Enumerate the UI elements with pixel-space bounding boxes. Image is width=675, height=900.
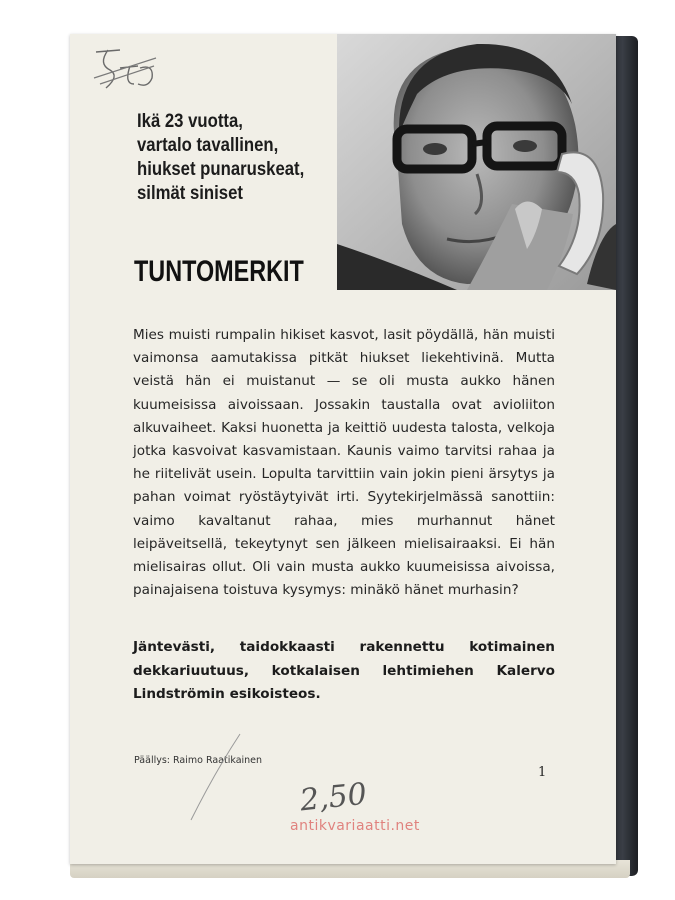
crossed-price-scribble [90, 44, 160, 94]
blurb-paragraph: Mies muisti rumpalin hikiset kasvot, lasit pöydällä, hän muisti vaimonsa aamutakissa pitkät hiukset liekehtivinä. Mutta veistä hän ei muistanut — se oli musta aukko hänen kuumeisissa aivoissaan. Jossakin taustalla ovat avioliiton alkuvaiheet. Kaksi huonetta ja keittiö uudesta talosta, velkoja jotka kasvoivat kasvamistaan. Kaunis vaimo tarvitsi rahaa ja he riitelivät usein. Lopulta tarvittiin vain jokin pieni ärsytys ja pahan voimat ryöstäytyivät irti. Syytekirjelmässä sanottiin: vaimo kavaltanut rahaa, mies murhannut hänet leipäveitsellä, tekeytynyt sen jälkeen mielisairaaksi. Ei hän mielisairas ollut. Oli vain musta aukko kuumeisissa aivoissa, painajaisena toistuva kysymys: minäkö hänet murhasin? [133, 327, 555, 599]
page-number: 1 [538, 765, 547, 780]
tagline-line: vartalo tavallinen, [137, 135, 279, 156]
author-photo [337, 34, 616, 290]
tagline-line: hiukset punaruskeat, [137, 159, 305, 180]
pencil-mark [185, 732, 245, 822]
tagline-line: Ikä 23 vuotta, [137, 111, 243, 132]
book-title: TUNTOMERKIT [134, 255, 304, 288]
watermark-text: antikvariaatti.net [290, 818, 420, 834]
closing-paragraph: Jäntevästi, taidokkaasti rakennettu kotimainen dekkariuutuus, kotkalaisen lehtimiehen Kalervo Lindströmin esikoisteos. [133, 639, 555, 702]
tagline-line: silmät siniset [137, 183, 243, 204]
tagline [137, 110, 304, 206]
handwritten-price: 2,50 [298, 776, 369, 819]
cover-credit: Päällys: Raimo Raatikainen [134, 755, 263, 766]
